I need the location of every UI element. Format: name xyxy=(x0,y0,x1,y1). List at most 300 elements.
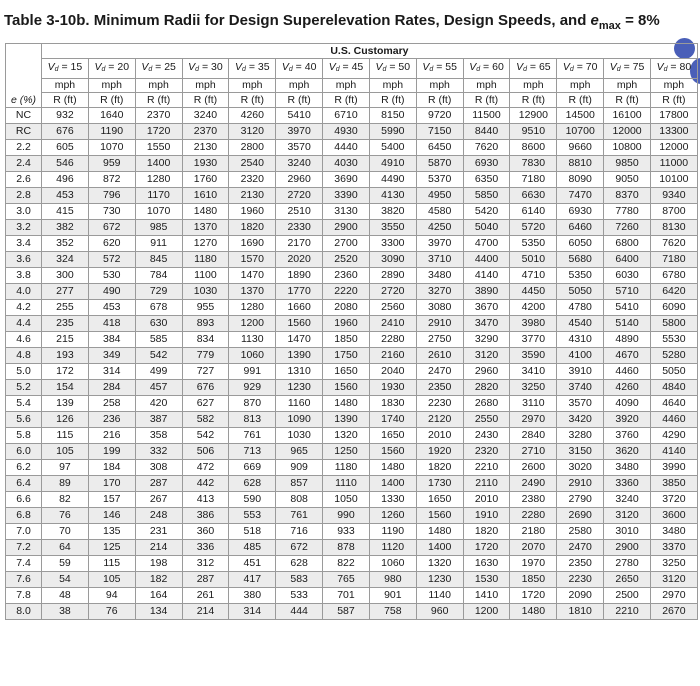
table-row xyxy=(6,572,698,588)
radius-cell: 12000 xyxy=(650,140,697,156)
radius-cell: 1280 xyxy=(229,300,276,316)
radius-cell: 1050 xyxy=(323,492,370,508)
radius-cell: 587 xyxy=(323,604,370,620)
radius-cell: 2320 xyxy=(463,444,510,460)
radius-cell: 358 xyxy=(135,428,182,444)
radius-cell: 1820 xyxy=(416,460,463,476)
radius-cell: 4580 xyxy=(416,204,463,220)
radius-cell: 2960 xyxy=(463,364,510,380)
radius-cell: 3270 xyxy=(416,284,463,300)
radius-cell: 730 xyxy=(88,204,135,220)
radius-cell: 70 xyxy=(42,524,89,540)
radius-cell: 2130 xyxy=(182,140,229,156)
radius-cell: 1070 xyxy=(88,140,135,156)
radius-cell: 1250 xyxy=(323,444,370,460)
radius-cell: 3970 xyxy=(276,124,323,140)
superelevation-cell: 6.4 xyxy=(6,476,42,492)
radius-cell: 6090 xyxy=(650,300,697,316)
radius-cell: 1100 xyxy=(182,268,229,284)
superelevation-cell: 4.6 xyxy=(6,332,42,348)
radius-cell: 3090 xyxy=(369,252,416,268)
radius-cell: 2750 xyxy=(416,332,463,348)
radius-cell: 1330 xyxy=(369,492,416,508)
radius-cell: 490 xyxy=(88,284,135,300)
radius-cell: 231 xyxy=(135,524,182,540)
radius-cell: 214 xyxy=(135,540,182,556)
table-row xyxy=(6,188,698,204)
radius-cell: 2900 xyxy=(323,220,370,236)
radius-cell: 1470 xyxy=(229,268,276,284)
radius-cell: 442 xyxy=(182,476,229,492)
radius-cell: 2370 xyxy=(135,108,182,124)
radius-cell: 965 xyxy=(276,444,323,460)
radius-cell: 2520 xyxy=(323,252,370,268)
radius-cell: 4310 xyxy=(557,332,604,348)
radius-cell: 1770 xyxy=(276,284,323,300)
superelevation-cell: 6.6 xyxy=(6,492,42,508)
radius-cell: 198 xyxy=(135,556,182,572)
radius-cell: 3130 xyxy=(323,204,370,220)
radius-cell: 2360 xyxy=(323,268,370,284)
radius-cell: 991 xyxy=(229,364,276,380)
table-row xyxy=(6,220,698,236)
radius-cell: 2710 xyxy=(510,444,557,460)
radius-cell: 261 xyxy=(182,588,229,604)
radius-cell: 284 xyxy=(88,380,135,396)
radius-cell: 3290 xyxy=(463,332,510,348)
design-speed-header: Vd = 25 xyxy=(135,59,182,79)
radius-cell: 1910 xyxy=(463,508,510,524)
radius-cell: 6800 xyxy=(604,236,651,252)
radius-cell: 216 xyxy=(88,428,135,444)
radius-cell: 54 xyxy=(42,572,89,588)
radius-cell: 2550 xyxy=(463,412,510,428)
radius-cell: 672 xyxy=(88,220,135,236)
speed-unit-header: mph xyxy=(650,79,697,93)
radius-unit-header: R (ft) xyxy=(182,93,229,108)
radius-cell: 5050 xyxy=(557,284,604,300)
radius-cell: 2890 xyxy=(369,268,416,284)
radius-cell: 3690 xyxy=(323,172,370,188)
radius-cell: 199 xyxy=(88,444,135,460)
radius-cell: 1060 xyxy=(229,348,276,364)
table-row xyxy=(6,428,698,444)
radius-cell: 4440 xyxy=(323,140,370,156)
radius-cell: 5530 xyxy=(650,332,697,348)
radius-cell: 1410 xyxy=(463,588,510,604)
radius-cell: 1390 xyxy=(276,348,323,364)
radius-cell: 1320 xyxy=(323,428,370,444)
radius-cell: 4930 xyxy=(323,124,370,140)
radius-cell: 761 xyxy=(229,428,276,444)
radius-cell: 3910 xyxy=(557,364,604,380)
radius-cell: 4100 xyxy=(557,348,604,364)
design-speed-header: Vd = 65 xyxy=(510,59,557,79)
radius-cell: 727 xyxy=(182,364,229,380)
radius-cell: 10800 xyxy=(604,140,651,156)
radius-cell: 1480 xyxy=(510,604,557,620)
radius-cell: 518 xyxy=(229,524,276,540)
radius-cell: 4140 xyxy=(650,444,697,460)
radius-cell: 5370 xyxy=(416,172,463,188)
radius-cell: 3850 xyxy=(650,476,697,492)
radius-cell: 1810 xyxy=(557,604,604,620)
table-row xyxy=(6,140,698,156)
radius-cell: 7620 xyxy=(463,140,510,156)
radius-cell: 2610 xyxy=(416,348,463,364)
radius-cell: 3620 xyxy=(604,444,651,460)
radius-cell: 2540 xyxy=(229,156,276,172)
radius-cell: 1130 xyxy=(229,332,276,348)
radius-cell: 2280 xyxy=(369,332,416,348)
table-row xyxy=(6,348,698,364)
design-speed-header: Vd = 45 xyxy=(323,59,370,79)
radius-cell: 2110 xyxy=(463,476,510,492)
radius-cell: 5040 xyxy=(463,220,510,236)
radius-cell: 672 xyxy=(276,540,323,556)
radius-cell: 386 xyxy=(182,508,229,524)
radius-cell: 911 xyxy=(135,236,182,252)
radius-cell: 5350 xyxy=(557,268,604,284)
radius-cell: 6460 xyxy=(557,220,604,236)
radius-cell: 1320 xyxy=(416,556,463,572)
radius-cell: 10100 xyxy=(650,172,697,188)
radius-cell: 4670 xyxy=(604,348,651,364)
radius-cell: 76 xyxy=(88,604,135,620)
radius-cell: 669 xyxy=(229,460,276,476)
superelevation-cell: 6.0 xyxy=(6,444,42,460)
radius-cell: 2720 xyxy=(276,188,323,204)
radius-cell: 4910 xyxy=(369,156,416,172)
radius-cell: 1690 xyxy=(229,236,276,252)
radius-cell: 314 xyxy=(229,604,276,620)
table-row xyxy=(6,284,698,300)
speed-unit-header: mph xyxy=(557,79,604,93)
radius-cell: 314 xyxy=(88,364,135,380)
radius-cell: 761 xyxy=(276,508,323,524)
radius-unit-header: R (ft) xyxy=(557,93,604,108)
radius-cell: 457 xyxy=(135,380,182,396)
radius-cell: 1470 xyxy=(276,332,323,348)
superelevation-cell: 4.0 xyxy=(6,284,42,300)
radius-cell: 1400 xyxy=(135,156,182,172)
radius-cell: 1180 xyxy=(182,252,229,268)
table-row xyxy=(6,412,698,428)
radius-cell: 3410 xyxy=(510,364,557,380)
radius-cell: 2970 xyxy=(510,412,557,428)
radius-cell: 1260 xyxy=(369,508,416,524)
radius-cell: 2470 xyxy=(416,364,463,380)
table-row xyxy=(6,108,698,124)
radius-cell: 620 xyxy=(88,236,135,252)
radius-cell: 6710 xyxy=(323,108,370,124)
radius-cell: 1480 xyxy=(182,204,229,220)
radius-cell: 1630 xyxy=(463,556,510,572)
radius-cell: 4140 xyxy=(463,268,510,284)
radius-cell: 2800 xyxy=(229,140,276,156)
radius-cell: 235 xyxy=(42,316,89,332)
radius-unit-header: R (ft) xyxy=(463,93,510,108)
radius-cell: 126 xyxy=(42,412,89,428)
radius-cell: 1970 xyxy=(510,556,557,572)
corner-blank-cell xyxy=(6,79,42,93)
radius-cell: 1850 xyxy=(323,332,370,348)
radius-cell: 2210 xyxy=(604,604,651,620)
radius-cell: 267 xyxy=(135,492,182,508)
radius-cell: 139 xyxy=(42,396,89,412)
radius-cell: 82 xyxy=(42,492,89,508)
radius-cell: 2490 xyxy=(510,476,557,492)
radius-cell: 5720 xyxy=(510,220,557,236)
radius-cell: 1650 xyxy=(416,492,463,508)
radius-cell: 5800 xyxy=(650,316,697,332)
radius-cell: 4090 xyxy=(604,396,651,412)
table-row xyxy=(6,300,698,316)
radius-unit-header: R (ft) xyxy=(369,93,416,108)
superelevation-cell: 8.0 xyxy=(6,604,42,620)
radius-cell: 4460 xyxy=(604,364,651,380)
table-row xyxy=(6,332,698,348)
group-header: U.S. Customary xyxy=(42,44,698,59)
radius-cell: 8370 xyxy=(604,188,651,204)
radius-cell: 170 xyxy=(88,476,135,492)
radius-cell: 3300 xyxy=(369,236,416,252)
table-row xyxy=(6,476,698,492)
radius-cell: 2350 xyxy=(416,380,463,396)
superelevation-cell: 4.2 xyxy=(6,300,42,316)
radius-cell: 3250 xyxy=(650,556,697,572)
radius-cell: 5280 xyxy=(650,348,697,364)
superelevation-cell: 6.8 xyxy=(6,508,42,524)
radius-cell: 2900 xyxy=(604,540,651,556)
radius-cell: 3360 xyxy=(604,476,651,492)
radius-cell: 3710 xyxy=(416,252,463,268)
radius-cell: 59 xyxy=(42,556,89,572)
radius-cell: 2790 xyxy=(557,492,604,508)
radius-cell: 2210 xyxy=(463,460,510,476)
radius-cell: 627 xyxy=(182,396,229,412)
radius-cell: 834 xyxy=(182,332,229,348)
speed-unit-header: mph xyxy=(276,79,323,93)
radius-cell: 4260 xyxy=(604,380,651,396)
radius-cell: 729 xyxy=(135,284,182,300)
radius-cell: 1140 xyxy=(416,588,463,604)
radius-cell: 300 xyxy=(42,268,89,284)
radius-cell: 3980 xyxy=(510,316,557,332)
radius-cell: 6930 xyxy=(557,204,604,220)
radius-cell: 3120 xyxy=(604,508,651,524)
radius-cell: 1030 xyxy=(276,428,323,444)
radius-cell: 901 xyxy=(369,588,416,604)
radius-cell: 3480 xyxy=(416,268,463,284)
radius-cell: 909 xyxy=(276,460,323,476)
superelevation-cell: 7.0 xyxy=(6,524,42,540)
radius-cell: 2080 xyxy=(323,300,370,316)
radius-cell: 3570 xyxy=(276,140,323,156)
radius-cell: 2330 xyxy=(276,220,323,236)
radius-cell: 2020 xyxy=(276,252,323,268)
radius-cell: 287 xyxy=(135,476,182,492)
radius-cell: 4490 xyxy=(369,172,416,188)
radius-cell: 146 xyxy=(88,508,135,524)
corner-blank-cell xyxy=(6,59,42,79)
speed-unit-header: mph xyxy=(135,79,182,93)
radius-cell: 1760 xyxy=(182,172,229,188)
radius-cell: 3370 xyxy=(650,540,697,556)
radius-cell: 7150 xyxy=(416,124,463,140)
design-speed-header: Vd = 55 xyxy=(416,59,463,79)
table-row xyxy=(6,556,698,572)
radius-cell: 1820 xyxy=(229,220,276,236)
speed-unit-header: mph xyxy=(42,79,89,93)
radius-cell: 5850 xyxy=(463,188,510,204)
superelevation-cell: NC xyxy=(6,108,42,124)
radius-cell: 572 xyxy=(88,252,135,268)
radius-cell: 628 xyxy=(276,556,323,572)
table-row xyxy=(6,156,698,172)
radius-cell: 48 xyxy=(42,588,89,604)
table-row xyxy=(6,268,698,284)
radius-cell: 12000 xyxy=(604,124,651,140)
radius-cell: 9660 xyxy=(557,140,604,156)
radius-cell: 3720 xyxy=(650,492,697,508)
radius-cell: 822 xyxy=(323,556,370,572)
radius-cell: 2510 xyxy=(276,204,323,220)
radius-cell: 258 xyxy=(88,396,135,412)
radius-cell: 2120 xyxy=(416,412,463,428)
radius-cell: 6930 xyxy=(463,156,510,172)
radius-cell: 758 xyxy=(369,604,416,620)
radius-cell: 813 xyxy=(229,412,276,428)
radius-cell: 4890 xyxy=(604,332,651,348)
radius-cell: 157 xyxy=(88,492,135,508)
radius-cell: 1560 xyxy=(369,444,416,460)
radius-cell: 2090 xyxy=(557,588,604,604)
speed-unit-header: mph xyxy=(369,79,416,93)
radius-cell: 105 xyxy=(42,444,89,460)
radius-cell: 1480 xyxy=(416,524,463,540)
radius-cell: 6780 xyxy=(650,268,697,284)
radius-cell: 3570 xyxy=(557,396,604,412)
radius-cell: 960 xyxy=(416,604,463,620)
radius-cell: 4780 xyxy=(557,300,604,316)
table-row xyxy=(6,492,698,508)
radius-cell: 5350 xyxy=(510,236,557,252)
speed-unit-header: mph xyxy=(323,79,370,93)
radius-cell: 6400 xyxy=(604,252,651,268)
radius-cell: 5400 xyxy=(369,140,416,156)
radius-cell: 5050 xyxy=(650,364,697,380)
radius-cell: 453 xyxy=(88,300,135,316)
radius-cell: 533 xyxy=(276,588,323,604)
radius-cell: 585 xyxy=(135,332,182,348)
table-row xyxy=(6,508,698,524)
superelevation-cell: 7.4 xyxy=(6,556,42,572)
radius-cell: 713 xyxy=(229,444,276,460)
radius-unit-header: R (ft) xyxy=(416,93,463,108)
radius-cell: 1930 xyxy=(182,156,229,172)
radius-cell: 701 xyxy=(323,588,370,604)
radius-cell: 1060 xyxy=(369,556,416,572)
radius-cell: 845 xyxy=(135,252,182,268)
design-speed-header: Vd = 60 xyxy=(463,59,510,79)
table-row xyxy=(6,588,698,604)
radius-cell: 4710 xyxy=(510,268,557,284)
radius-cell: 506 xyxy=(182,444,229,460)
radius-cell: 3760 xyxy=(604,428,651,444)
radius-cell: 3740 xyxy=(557,380,604,396)
radius-cell: 182 xyxy=(135,572,182,588)
radius-cell: 2960 xyxy=(276,172,323,188)
radius-cell: 115 xyxy=(88,556,135,572)
radius-cell: 2600 xyxy=(510,460,557,476)
radius-cell: 115 xyxy=(42,428,89,444)
radius-unit-header: R (ft) xyxy=(135,93,182,108)
superelevation-cell: RC xyxy=(6,124,42,140)
radius-cell: 9340 xyxy=(650,188,697,204)
radius-cell: 3890 xyxy=(463,284,510,300)
radius-cell: 125 xyxy=(88,540,135,556)
radius-cell: 1190 xyxy=(88,124,135,140)
radius-cell: 3250 xyxy=(510,380,557,396)
superelevation-cell: 2.2 xyxy=(6,140,42,156)
radius-cell: 312 xyxy=(182,556,229,572)
radius-cell: 9850 xyxy=(604,156,651,172)
radius-cell: 9720 xyxy=(416,108,463,124)
radius-cell: 1750 xyxy=(323,348,370,364)
radius-cell: 382 xyxy=(42,220,89,236)
table-row xyxy=(6,252,698,268)
radius-cell: 5870 xyxy=(416,156,463,172)
radius-cell: 2230 xyxy=(416,396,463,412)
radius-cell: 3590 xyxy=(510,348,557,364)
radius-cell: 384 xyxy=(88,332,135,348)
table-row xyxy=(6,396,698,412)
radius-cell: 8150 xyxy=(369,108,416,124)
radius-cell: 64 xyxy=(42,540,89,556)
radius-cell: 1230 xyxy=(276,380,323,396)
radius-cell: 499 xyxy=(135,364,182,380)
radius-cell: 2690 xyxy=(557,508,604,524)
radius-cell: 542 xyxy=(182,428,229,444)
radius-cell: 4640 xyxy=(650,396,697,412)
radius-cell: 12900 xyxy=(510,108,557,124)
radius-cell: 808 xyxy=(276,492,323,508)
radius-cell: 2130 xyxy=(229,188,276,204)
radius-cell: 8600 xyxy=(510,140,557,156)
table-title: Table 3-10b. Minimum Radii for Design Superelevation Rates, Design Speeds, and $e_{max} = 8\%$ xyxy=(4,12,660,32)
radius-cell: 878 xyxy=(323,540,370,556)
radius-cell: 3280 xyxy=(557,428,604,444)
radius-cell: 784 xyxy=(135,268,182,284)
radius-cell: 3240 xyxy=(182,108,229,124)
radius-cell: 765 xyxy=(323,572,370,588)
radius-cell: 1850 xyxy=(510,572,557,588)
radius-cell: 1720 xyxy=(510,588,557,604)
radius-cell: 1610 xyxy=(182,188,229,204)
radius-cell: 2280 xyxy=(510,508,557,524)
radius-cell: 2010 xyxy=(416,428,463,444)
radius-cell: 7830 xyxy=(510,156,557,172)
radius-unit-header: R (ft) xyxy=(510,93,557,108)
radius-cell: 2910 xyxy=(416,316,463,332)
radius-cell: 164 xyxy=(135,588,182,604)
radius-cell: 2180 xyxy=(510,524,557,540)
radius-cell: 2010 xyxy=(463,492,510,508)
radius-cell: 1930 xyxy=(369,380,416,396)
radius-cell: 387 xyxy=(135,412,182,428)
radius-cell: 1110 xyxy=(323,476,370,492)
